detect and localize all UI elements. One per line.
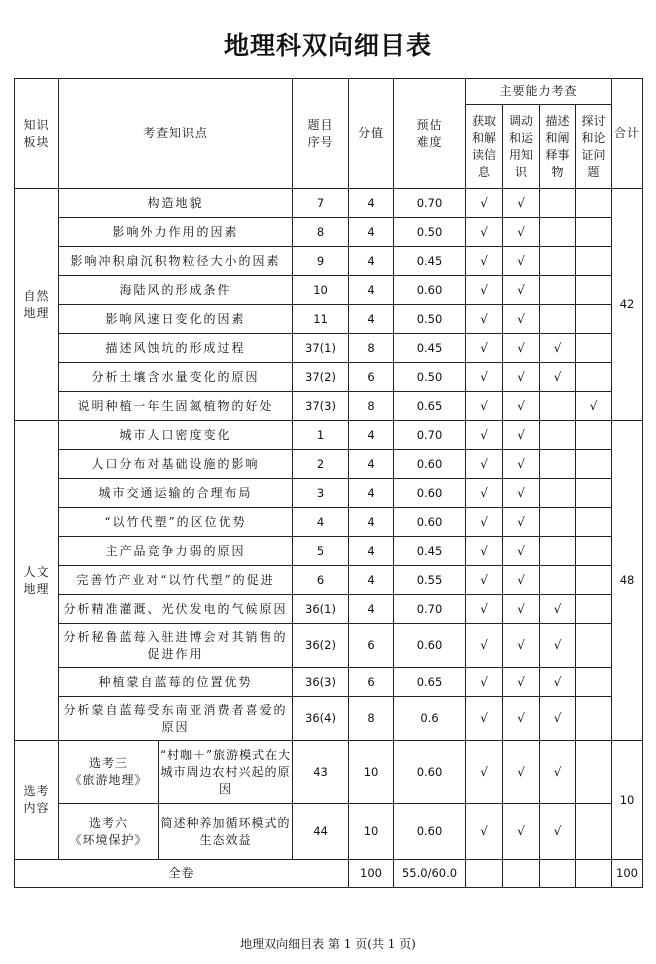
- header-ability-group: 主要能力考查: [466, 79, 612, 105]
- summary-total: 100: [612, 860, 643, 888]
- header-ability-4: 探讨 和论 证问 题: [576, 105, 612, 189]
- elective-module-text: 选考三 《旅游地理》: [69, 756, 148, 787]
- score-value: 4: [349, 508, 394, 537]
- table-row: [15, 595, 643, 624]
- table-row: [15, 741, 643, 804]
- score-value: 4: [349, 450, 394, 479]
- knowledge-point: “村咖＋”旅游模式在大城市周边农村兴起的原因: [159, 741, 293, 804]
- table-body: [15, 79, 643, 888]
- summary-empty-cell: [540, 860, 576, 888]
- score-value: 4: [349, 479, 394, 508]
- question-number: 8: [293, 218, 349, 247]
- question-number: 4: [293, 508, 349, 537]
- ability-check: [576, 624, 612, 668]
- ability-check: √: [466, 247, 503, 276]
- ability-check: [576, 450, 612, 479]
- table-row: [15, 334, 643, 363]
- ability-check: √: [466, 741, 503, 804]
- header-ability-1: 获取 和解 读信 息: [466, 105, 503, 189]
- question-number: 1: [293, 421, 349, 450]
- page-title: 地理科双向细目表: [223, 31, 432, 60]
- difficulty-value: 0.6: [394, 697, 466, 741]
- difficulty-value: 0.45: [394, 537, 466, 566]
- knowledge-point: 说明种植一年生固氮植物的好处: [59, 392, 293, 421]
- difficulty-value: 0.70: [394, 595, 466, 624]
- ability-check: [540, 247, 576, 276]
- section-total: 42: [612, 189, 643, 421]
- question-number: 37(3): [293, 392, 349, 421]
- question-number: 37(2): [293, 363, 349, 392]
- question-number: 37(1): [293, 334, 349, 363]
- score-value: 8: [349, 392, 394, 421]
- ability-check: √: [503, 421, 540, 450]
- ability-check: √: [503, 189, 540, 218]
- score-value: 4: [349, 189, 394, 218]
- knowledge-point: 海陆风的形成条件: [59, 276, 293, 305]
- score-value: 8: [349, 697, 394, 741]
- ability-check: √: [503, 479, 540, 508]
- question-number: 7: [293, 189, 349, 218]
- ability-check: √: [503, 247, 540, 276]
- section-label: [15, 421, 59, 741]
- ability-check: √: [466, 450, 503, 479]
- question-number: 36(2): [293, 624, 349, 668]
- header-total: 合计: [612, 79, 643, 189]
- ability-check: [576, 566, 612, 595]
- ability-check: [576, 741, 612, 804]
- ability-check: [540, 508, 576, 537]
- header-ability-3: 描述 和阐 释事 物: [540, 105, 576, 189]
- difficulty-value: 0.65: [394, 392, 466, 421]
- ability-check: √: [466, 305, 503, 334]
- knowledge-point: 分析精准灌溉、光伏发电的气候原因: [59, 595, 293, 624]
- question-number: 6: [293, 566, 349, 595]
- section-label-text: 自然 地理: [23, 288, 50, 320]
- ability-check: √: [540, 624, 576, 668]
- ability-check: √: [503, 595, 540, 624]
- ability-check: [576, 218, 612, 247]
- ability-check: [576, 334, 612, 363]
- question-number: 44: [293, 804, 349, 860]
- ability-check: [576, 479, 612, 508]
- ability-check: [576, 305, 612, 334]
- score-value: 4: [349, 276, 394, 305]
- ability-check: [540, 189, 576, 218]
- table-row: [15, 508, 643, 537]
- ability-check: √: [503, 566, 540, 595]
- ability-check: [576, 804, 612, 860]
- ability-check: [576, 595, 612, 624]
- specification-table: [14, 78, 643, 888]
- ability-check: √: [466, 218, 503, 247]
- ability-check: √: [503, 392, 540, 421]
- difficulty-value: 0.60: [394, 624, 466, 668]
- difficulty-value: 0.55: [394, 566, 466, 595]
- section-total: 10: [612, 741, 643, 860]
- ability-check: √: [466, 508, 503, 537]
- ability-check: √: [503, 537, 540, 566]
- difficulty-value: 0.50: [394, 218, 466, 247]
- ability-check: √: [466, 624, 503, 668]
- ability-check: [576, 697, 612, 741]
- question-number: 11: [293, 305, 349, 334]
- ability-check: [540, 537, 576, 566]
- ability-check: √: [503, 450, 540, 479]
- ability-check: √: [503, 741, 540, 804]
- summary-difficulty: 55.0/60.0: [394, 860, 466, 888]
- header-knowledge: 考查知识点: [59, 79, 293, 189]
- knowledge-point: 分析蒙自蓝莓受东南亚消费者喜爱的原因: [59, 697, 293, 741]
- summary-empty-cell: [466, 860, 503, 888]
- ability-check: √: [503, 697, 540, 741]
- difficulty-value: 0.45: [394, 247, 466, 276]
- knowledge-point: 描述风蚀坑的形成过程: [59, 334, 293, 363]
- difficulty-value: 0.50: [394, 363, 466, 392]
- ability-check: [576, 668, 612, 697]
- ability-check: √: [540, 741, 576, 804]
- ability-check: √: [466, 595, 503, 624]
- table-row: [15, 624, 643, 668]
- table-row: [15, 668, 643, 697]
- elective-module: [59, 804, 159, 860]
- ability-check: √: [466, 276, 503, 305]
- table-row: [15, 697, 643, 741]
- ability-check: √: [466, 189, 503, 218]
- ability-check: [576, 537, 612, 566]
- ability-check: √: [540, 697, 576, 741]
- knowledge-point: 构造地貌: [59, 189, 293, 218]
- difficulty-value: 0.70: [394, 421, 466, 450]
- knowledge-point: 完善竹产业对“以竹代塑”的促进: [59, 566, 293, 595]
- difficulty-value: 0.65: [394, 668, 466, 697]
- knowledge-point: 种植蒙自蓝莓的位置优势: [59, 668, 293, 697]
- knowledge-point: 城市人口密度变化: [59, 421, 293, 450]
- section-total: 48: [612, 421, 643, 741]
- ability-check: √: [503, 508, 540, 537]
- ability-check: [540, 392, 576, 421]
- score-value: 6: [349, 668, 394, 697]
- question-number: 43: [293, 741, 349, 804]
- ability-check: √: [466, 537, 503, 566]
- elective-module: [59, 741, 159, 804]
- ability-check: [540, 218, 576, 247]
- ability-check: √: [466, 421, 503, 450]
- section-label-text: 人文 地理: [23, 564, 50, 596]
- knowledge-point: 主产品竞争力弱的原因: [59, 537, 293, 566]
- knowledge-point: 影响冲积扇沉积物粒径大小的因素: [59, 247, 293, 276]
- difficulty-value: 0.60: [394, 276, 466, 305]
- ability-check: [576, 421, 612, 450]
- table-row: [15, 276, 643, 305]
- ability-check: √: [503, 363, 540, 392]
- ability-check: [540, 276, 576, 305]
- score-value: 4: [349, 218, 394, 247]
- header-difficulty: 预估 难度: [394, 79, 466, 189]
- ability-check: √: [540, 804, 576, 860]
- ability-check: [576, 247, 612, 276]
- header-ability-2: 调动 和运 用知 识: [503, 105, 540, 189]
- ability-check: √: [540, 595, 576, 624]
- ability-check: √: [466, 392, 503, 421]
- section-label: [15, 741, 59, 860]
- question-number: 10: [293, 276, 349, 305]
- header-block: 知识 板块: [15, 79, 59, 189]
- table-row: [15, 537, 643, 566]
- knowledge-point: 人口分布对基础设施的影响: [59, 450, 293, 479]
- ability-check: √: [503, 305, 540, 334]
- difficulty-value: 0.60: [394, 804, 466, 860]
- score-value: 4: [349, 247, 394, 276]
- question-number: 2: [293, 450, 349, 479]
- ability-check: √: [466, 363, 503, 392]
- knowledge-point: 分析秘鲁蓝莓入驻进博会对其销售的促进作用: [59, 624, 293, 668]
- ability-check: √: [466, 566, 503, 595]
- summary-empty-cell: [576, 860, 612, 888]
- score-value: 4: [349, 421, 394, 450]
- ability-check: √: [466, 479, 503, 508]
- knowledge-point: 影响风速日变化的因素: [59, 305, 293, 334]
- table-row: [15, 247, 643, 276]
- ability-check: √: [540, 668, 576, 697]
- table-row: [15, 421, 643, 450]
- ability-check: √: [503, 668, 540, 697]
- difficulty-value: 0.70: [394, 189, 466, 218]
- table-row: [15, 804, 643, 860]
- table-row: [15, 479, 643, 508]
- ability-check: [540, 450, 576, 479]
- ability-check: √: [503, 804, 540, 860]
- question-number: 36(1): [293, 595, 349, 624]
- difficulty-value: 0.60: [394, 741, 466, 804]
- table-row: [15, 450, 643, 479]
- ability-check: √: [540, 363, 576, 392]
- page-footer: 地理双向细目表 第 1 页(共 1 页): [240, 937, 416, 951]
- difficulty-value: 0.60: [394, 450, 466, 479]
- knowledge-point: 城市交通运输的合理布局: [59, 479, 293, 508]
- question-number: 36(3): [293, 668, 349, 697]
- ability-check: √: [576, 392, 612, 421]
- section-label: [15, 189, 59, 421]
- ability-check: [576, 189, 612, 218]
- ability-check: [540, 305, 576, 334]
- difficulty-value: 0.45: [394, 334, 466, 363]
- ability-check: [576, 276, 612, 305]
- ability-check: [576, 508, 612, 537]
- table-row: [15, 189, 643, 218]
- header-row-top: [15, 79, 643, 105]
- ability-check: [540, 421, 576, 450]
- score-value: 6: [349, 624, 394, 668]
- score-value: 6: [349, 363, 394, 392]
- knowledge-point: “以竹代塑”的区位优势: [59, 508, 293, 537]
- difficulty-value: 0.60: [394, 508, 466, 537]
- section-label-text: 选考 内容: [23, 784, 50, 815]
- table-row: [15, 218, 643, 247]
- elective-module-text: 选考六 《环境保护》: [69, 815, 148, 847]
- table-row: [15, 363, 643, 392]
- ability-check: √: [466, 334, 503, 363]
- ability-check: [540, 566, 576, 595]
- question-number: 3: [293, 479, 349, 508]
- score-value: 4: [349, 595, 394, 624]
- score-value: 4: [349, 537, 394, 566]
- score-value: 4: [349, 566, 394, 595]
- table-row: [15, 305, 643, 334]
- summary-empty-cell: [503, 860, 540, 888]
- score-value: 10: [349, 741, 394, 804]
- ability-check: [540, 479, 576, 508]
- question-number: 36(4): [293, 697, 349, 741]
- knowledge-point: 影响外力作用的因素: [59, 218, 293, 247]
- summary-label: 全卷: [15, 860, 349, 888]
- ability-check: √: [466, 804, 503, 860]
- knowledge-point: 简述种养加循环模式的生态效益: [159, 804, 293, 860]
- ability-check: √: [503, 218, 540, 247]
- ability-check: √: [540, 334, 576, 363]
- score-value: 8: [349, 334, 394, 363]
- difficulty-value: 0.60: [394, 479, 466, 508]
- ability-check: √: [503, 624, 540, 668]
- difficulty-value: 0.50: [394, 305, 466, 334]
- ability-check: √: [466, 668, 503, 697]
- question-number: 5: [293, 537, 349, 566]
- table-row: [15, 392, 643, 421]
- score-value: 10: [349, 804, 394, 860]
- table-row: [15, 566, 643, 595]
- header-score: 分值: [349, 79, 394, 189]
- summary-row: [15, 860, 643, 888]
- question-number: 9: [293, 247, 349, 276]
- header-qno: 题目 序号: [293, 79, 349, 189]
- ability-check: √: [466, 697, 503, 741]
- summary-score: 100: [349, 860, 394, 888]
- ability-check: √: [503, 276, 540, 305]
- knowledge-point: 分析土壤含水量变化的原因: [59, 363, 293, 392]
- ability-check: [576, 363, 612, 392]
- score-value: 4: [349, 305, 394, 334]
- ability-check: √: [503, 334, 540, 363]
